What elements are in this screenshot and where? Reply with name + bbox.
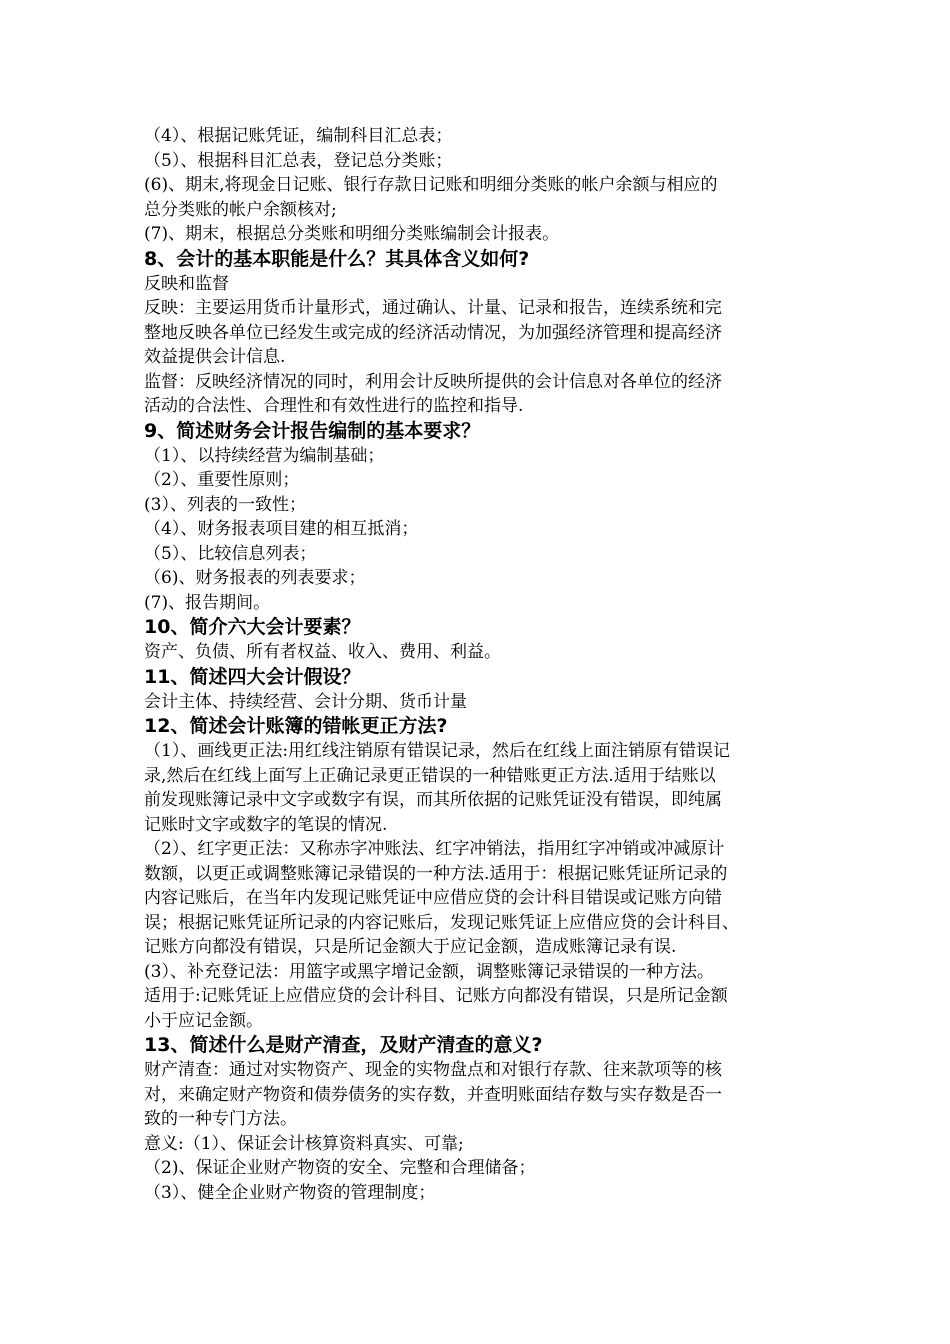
text-line: (7)、期末，根据总分类账和明细分类账编制会计报表。 (144, 224, 560, 244)
text-line: （1）、画线更正法:用红线注销原有错误记录，然后在红线上面注销原有错误记 (144, 741, 731, 761)
text-line: 意义:（1）、保证会计核算资料真实、可靠; (144, 1133, 464, 1154)
text-line: 效益提供会计信息. (144, 347, 286, 367)
text-line: 总分类账的帐户余额核对; (144, 199, 337, 220)
text-line: 致的一种专门方法。 (144, 1109, 297, 1129)
question-heading: 10、简介六大会计要素？ (144, 616, 361, 638)
text-line: 资产、负债、所有者权益、收入、费用、利益。 (144, 642, 501, 662)
text-line: 财产清查：通过对实物资产、现金的实物盘点和对银行存款、往来款项等的核 (144, 1060, 722, 1080)
question-heading: 12、简述会计账簿的错帐更正方法? (144, 715, 448, 737)
text-line: 适用于:记账凭证上应借应贷的会计科目、记账方向都没有错误，只是所记金额 (144, 986, 728, 1006)
text-line: (3）、列表的一致性； (144, 494, 306, 515)
text-line: （2）、重要性原则； (144, 470, 300, 490)
text-line: （5）、根据科目汇总表，登记总分类账； (144, 150, 453, 171)
question-heading: 9、简述财务会计报告编制的基本要求？ (144, 419, 481, 442)
text-line: （3）、健全企业财产物资的管理制度； (144, 1182, 436, 1203)
text-line: 内容记账后，在当年内发现记账凭证中应借应贷的会计科目错误或记账方向错 (144, 888, 722, 908)
question-heading: 13、简述什么是财产清查，及财产清查的意义? (144, 1034, 543, 1056)
text-line: 记账时文字或数字的笔误的情况. (144, 814, 388, 835)
text-line: （2)、保证企业财产物资的安全、完整和合理储备； (144, 1158, 536, 1178)
text-line: （6)、财务报表的列表要求； (144, 568, 366, 588)
text-line: （1）、以持续经营为编制基础； (144, 445, 385, 466)
text-line: 活动的合法性、合理性和有效性进行的监控和指导. (144, 396, 524, 416)
text-line: 反映和监督 (144, 273, 229, 294)
text-line: (3）、补充登记法：用篮字或黑字增记金额，调整账簿记录错误的一种方法。 (144, 961, 714, 982)
text-line: 前发现账簿记录中文字或数字有误，而其所依据的记账凭证没有错误，即纯属 (144, 790, 722, 810)
text-line: （4）、根据记账凭证，编制科目汇总表； (144, 126, 453, 146)
text-line: 会计主体、持续经营、会计分期、货币计量 (144, 691, 467, 712)
text-line: （4）、财务报表项目建的相互抵消； (144, 519, 419, 539)
text-line: （5）、比较信息列表； (144, 543, 317, 564)
text-line: 反映：主要运用货币计量形式，通过确认、计量、记录和报告，连续系统和完 (144, 298, 722, 318)
question-heading: 8、会计的基本职能是什么？其具体含义如何? (144, 247, 530, 270)
text-line: (6)、期末,将现金日记账、银行存款日记账和明细分类账的帐户余额与相应的 (144, 175, 718, 195)
text-line: 数额，以更正或调整账簿记录错误的一种方法.适用于：根据记账凭证所记录的 (144, 863, 728, 884)
text-line: （2）、红字更正法：又称赤字冲账法、红字冲销法，指用红字冲销或冲减原计 (144, 839, 725, 859)
text-line: 整地反映各单位已经发生或完成的经济活动情况，为加强经济管理和提高经济 (144, 322, 722, 343)
text-line: 记账方向都没有错误，只是所记金额大于应记金额，造成账簿记录有误. (144, 937, 677, 957)
text-line: 对，来确定财产物资和债券债务的实存数，并查明账面结存数与实存数是否一 (144, 1084, 722, 1105)
text-line: 误；根据记账凭证所记录的内容记账后，发现记账凭证上应借应贷的会计科目、 (144, 912, 739, 933)
text-line: (7)、报告期间。 (144, 592, 271, 613)
text-line: 小于应记金额。 (144, 1010, 263, 1031)
document-body (144, 124, 824, 1205)
question-heading: 11、简述四大会计假设？ (144, 665, 361, 688)
text-line: 监督：反映经济情况的同时，利用会计反映所提供的会计信息对各单位的经济 (144, 371, 722, 392)
text-line: 录,然后在红线上面写上正确记录更正错误的一种错账更正方法.适用于结账以 (144, 765, 716, 786)
